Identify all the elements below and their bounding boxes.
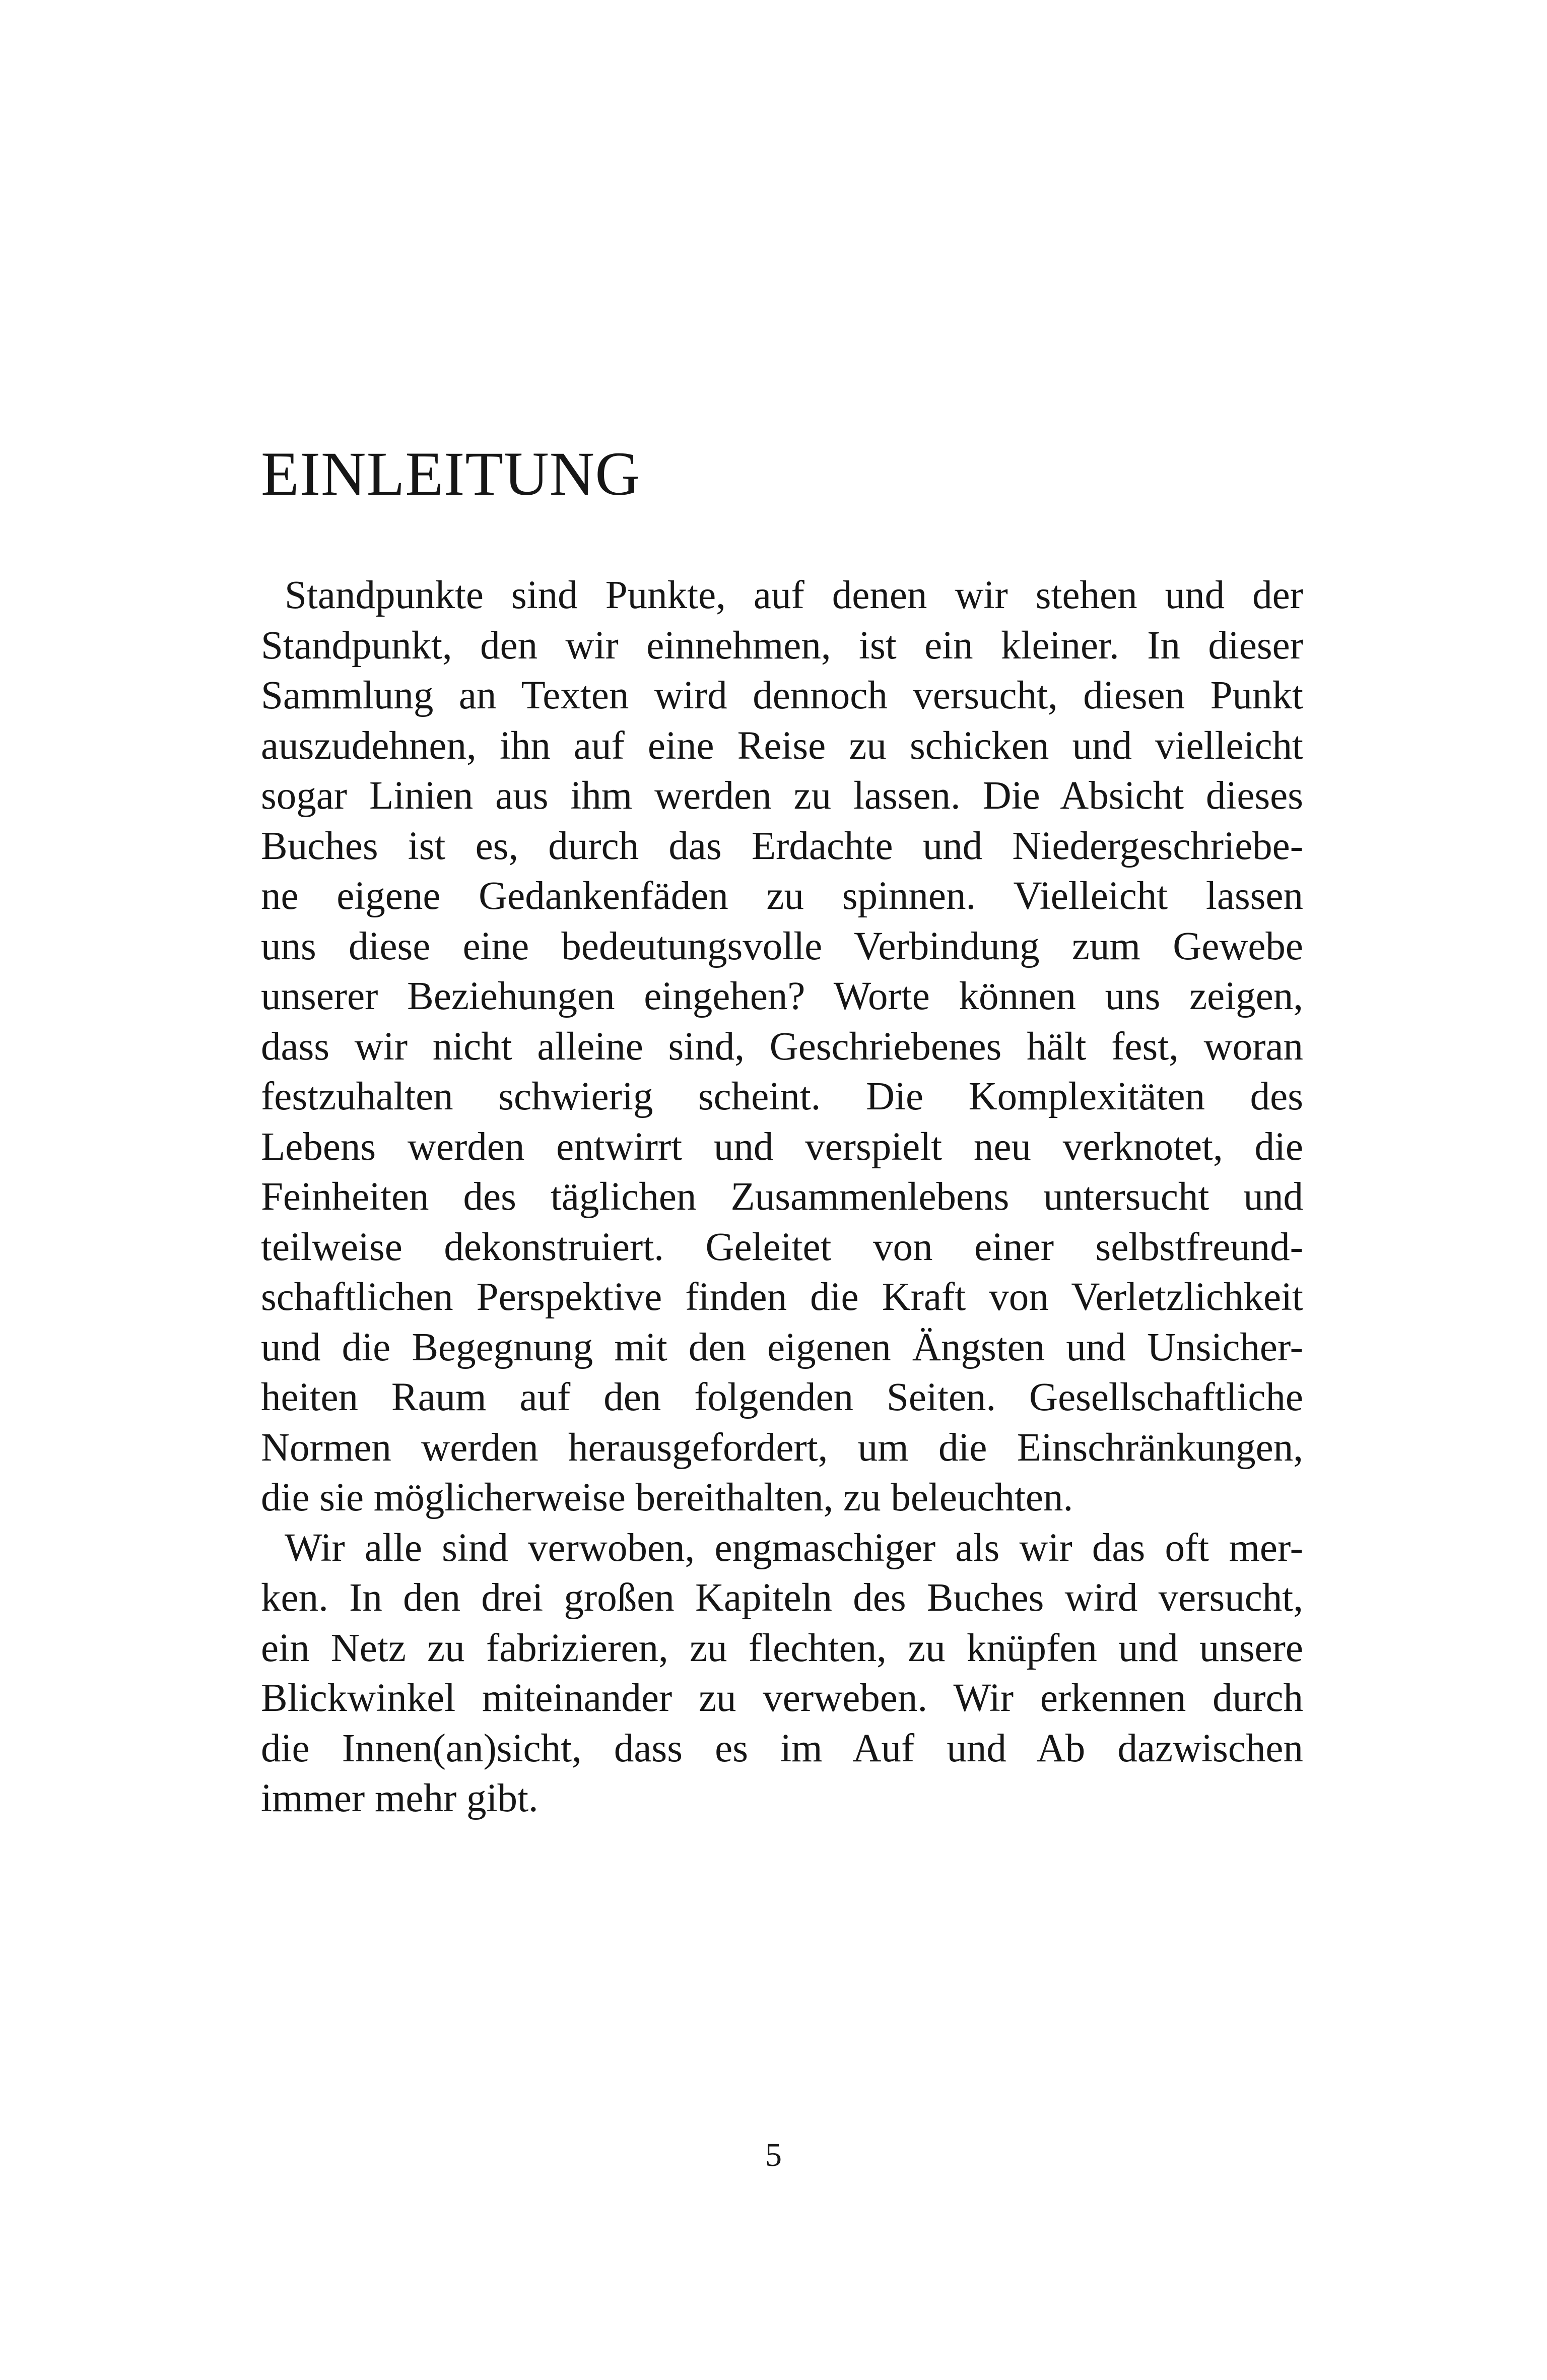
- text-line: Sammlung an Texten wird dennoch versucht, diesen Punkt: [261, 674, 1303, 717]
- text-line: ne eigene Gedankenfäden zu spinnen. Vielleicht lassen: [261, 874, 1303, 918]
- text-line: Standpunkt, den wir einnehmen, ist ein kleiner. In dieser: [261, 623, 1303, 668]
- text-line: teilweise dekonstruiert. Geleitet von einer selbstfreund-: [261, 1225, 1303, 1269]
- body-text: [261, 570, 1303, 1824]
- text-line: unserer Beziehungen eingehen? Worte können uns zeigen,: [261, 974, 1303, 1018]
- text-line: sogar Linien aus ihm werden zu lassen. Die Absicht dieses: [261, 774, 1303, 818]
- text-line: ken. In den drei großen Kapiteln des Buches wird versucht,: [261, 1576, 1303, 1620]
- text-line: immer mehr gibt.: [261, 1776, 539, 1820]
- text-line: die Innen(an)sicht, dass es im Auf und Ab dazwischen: [261, 1726, 1303, 1770]
- text-line: Lebens werden entwirrt und verspielt neu verknotet, die: [261, 1125, 1303, 1169]
- text-line: dass wir nicht alleine sind, Geschriebenes hält fest, woran: [261, 1024, 1303, 1069]
- text-line: und die Begegnung mit den eigenen Ängsten und Unsicher-: [261, 1325, 1303, 1369]
- text-line: uns diese eine bedeutungsvolle Verbindung zum Gewebe: [261, 924, 1303, 968]
- text-line: Feinheiten des täglichen Zusammenlebens untersucht und: [261, 1175, 1303, 1219]
- text-line: Blickwinkel miteinander zu verweben. Wir erkennen durch: [261, 1676, 1303, 1720]
- text-line: Wir alle sind verwoben, engmaschiger als wir das oft mer-: [285, 1526, 1303, 1570]
- page-number: 5: [765, 2137, 782, 2173]
- text-line: heiten Raum auf den folgenden Seiten. Gesellschaftliche: [261, 1375, 1303, 1419]
- text-line: die sie möglicherweise bereithalten, zu beleuchten.: [261, 1476, 1073, 1519]
- text-line: auszudehnen, ihn auf eine Reise zu schicken und vielleicht: [261, 723, 1303, 768]
- text-line: ein Netz zu fabrizieren, zu flechten, zu knüpfen und unsere: [261, 1626, 1303, 1670]
- text-line: festzuhalten schwierig scheint. Die Komplexitäten des: [261, 1075, 1303, 1118]
- text-line: Buches ist es, durch das Erdachte und Niedergeschriebe-: [261, 824, 1303, 868]
- text-line: schaftlichen Perspektive finden die Kraft von Verletzlichkeit: [261, 1275, 1303, 1319]
- text-line: Normen werden herausgefordert, um die Einschränkungen,: [261, 1425, 1303, 1470]
- chapter-heading: EINLEITUNG: [261, 439, 641, 508]
- text-line: Standpunkte sind Punkte, auf denen wir stehen und der: [285, 573, 1303, 617]
